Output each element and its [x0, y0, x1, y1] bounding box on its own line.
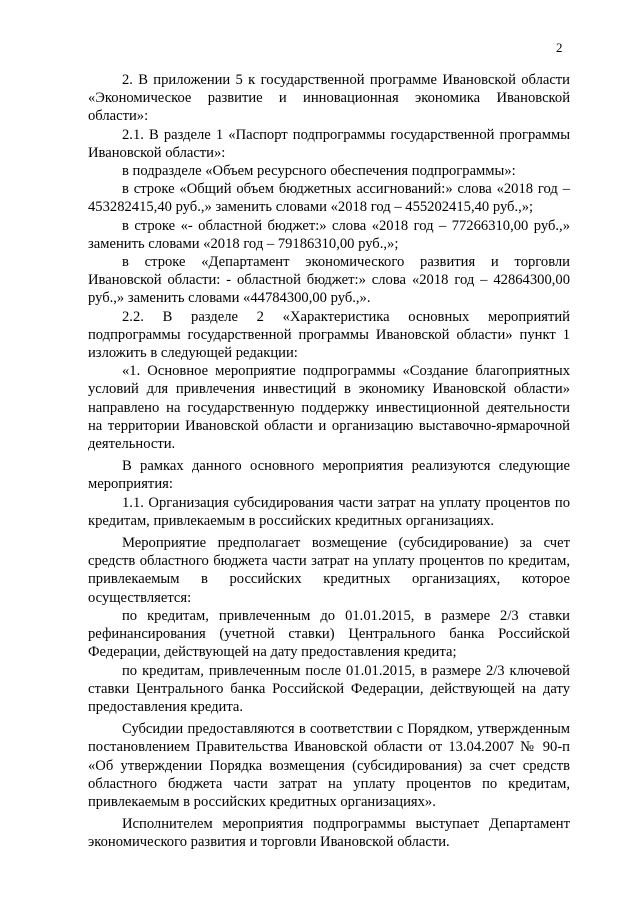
paragraph-department-budget: в строке «Департамент экономического развития и торговли Ивановской области: - областной бюджет:» слова «2018 год – 42864300,00 руб.,» заменить словами «44784300,00 руб.,».	[88, 254, 570, 307]
page-number: 2	[556, 40, 563, 55]
paragraph-item-2: 2. В приложении 5 к государственной программе Ивановской области «Экономическое развитие и инновационная экономика Ивановской области»:	[88, 72, 570, 125]
paragraph-credits-before: по кредитам, привлеченным до 01.01.2015, в размере 2/3 ставки рефинансирования (учетной ставки) Центрального банка Российской Федерации, действующей на дату предоставления кредита;	[88, 607, 570, 661]
paragraph-subsection: в подразделе «Объем ресурсного обеспечения подпрограммы»:	[122, 163, 516, 180]
paragraph-item-2-1: 2.1. В разделе 1 «Паспорт подпрограммы государственной программы Ивановской области»:	[88, 126, 570, 161]
document-body	[88, 71, 570, 852]
paragraph-total-budget: в строке «Общий объем бюджетных ассигнований:» слова «2018 год – 453282415,40 руб.,» заменить словами «2018 год – 455202415,40 руб.,»;	[88, 181, 570, 216]
paragraph-item-2-2: 2.2. В разделе 2 «Характеристика основных мероприятий подпрограммы государственной программы Ивановской области» пункт 1 изложить в следующей редакции:	[88, 308, 570, 362]
paragraph-measure-1-1: 1.1. Организация субсидирования части затрат на уплату процентов по кредитам, привлекаемым в российских кредитных организациях.	[88, 494, 570, 529]
paragraph-measures-intro: В рамках данного основного мероприятия реализуются следующие мероприятия:	[88, 458, 570, 493]
paragraph-regional-budget: в строке «- областной бюджет:» слова «2018 год – 77266310,00 руб.,» заменить словами «2018 год – 79186310,00 руб.,»;	[88, 217, 570, 252]
paragraph-subsidies: Субсидии предоставляются в соответствии с Порядком, утвержденным постановлением Правительства Ивановской области от 13.04.2007 № 90-п «Об утверждении Порядка возмещения (субсидирования) за счет средств областного бюджета части затрат на уплату процентов по кредитам, привлекаемым в российских кредитных организациях».	[88, 721, 570, 810]
paragraph-credits-after: по кредитам, привлеченным после 01.01.2015, в размере 2/3 ключевой ставки Центрального банка Российской Федерации, действующей на дату предоставления кредита.	[88, 662, 570, 715]
paragraph-executor: Исполнителем мероприятия подпрограммы выступает Департамент экономического развития и торговли Ивановской области.	[88, 816, 570, 851]
paragraph-measure-description: Мероприятие предполагает возмещение (субсидирование) за счет средств областного бюджета части затрат на уплату процентов по кредитам, привлекаемым в российских кредитных организациях, которое осуществляется:	[88, 535, 570, 606]
paragraph-main-measure: «1. Основное мероприятие подпрограммы «Создание благоприятных условий для привлечения инвестиций в экономику Ивановской области» направлено на государственную поддержку инвестиционной деятельности на территории Ивановской области и организацию выставочно-ярмарочной деятельности.	[88, 363, 570, 453]
